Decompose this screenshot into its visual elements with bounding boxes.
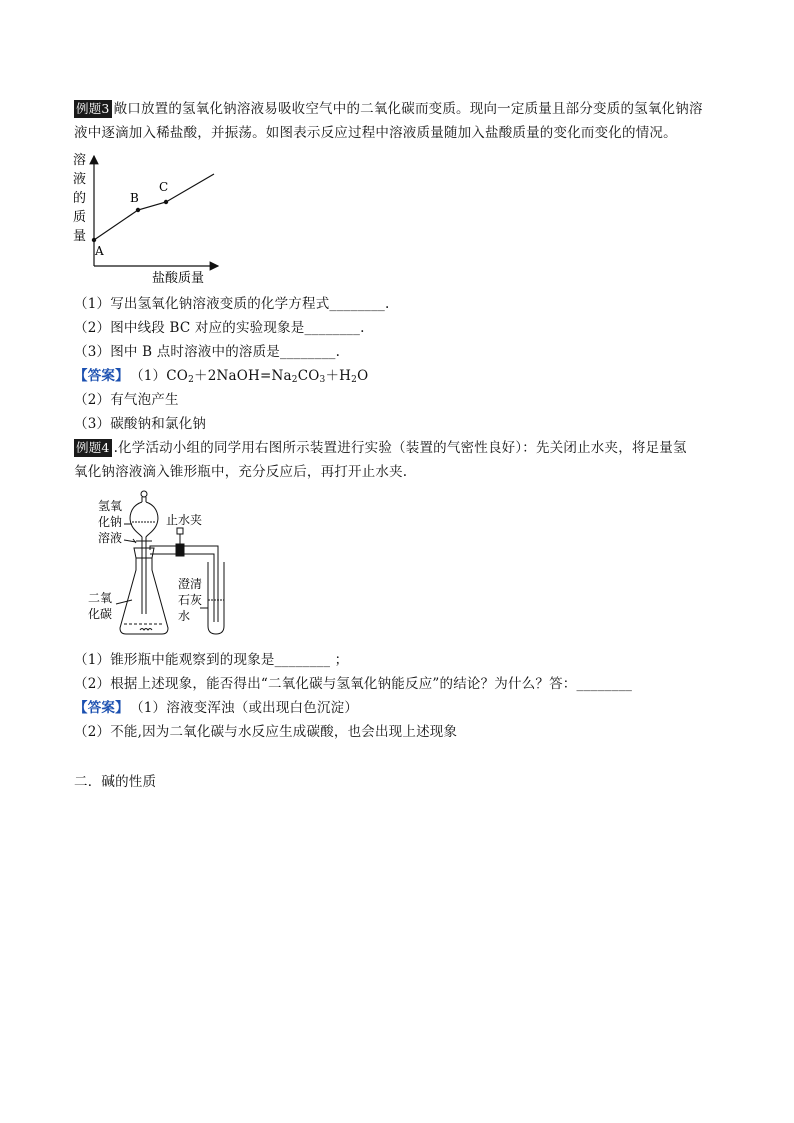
ex3-line1 bbox=[74, 99, 724, 119]
ex3-a3: （3）碳酸钠和氯化钠 bbox=[74, 416, 207, 432]
graph-label-b: B bbox=[130, 191, 139, 205]
limewater-label-2: 石灰 bbox=[178, 593, 203, 607]
water-clamp-icon bbox=[176, 544, 184, 556]
graph-point-c bbox=[164, 200, 168, 204]
ex3-answer-line1 bbox=[74, 366, 724, 386]
ex3-line2: 液中逐滴加入稀盐酸，并振荡。如图表示反应过程中溶液质量随加入盐酸质量的变化而变化的情况。 bbox=[74, 125, 677, 141]
graph-point-a bbox=[92, 238, 96, 242]
ex3-tag: 例题3 bbox=[76, 101, 110, 116]
ex3-a1-mid2: CO bbox=[297, 368, 320, 384]
limewater-label-1: 澄清 bbox=[178, 577, 203, 591]
naoh-label-3: 溶液 bbox=[98, 531, 123, 545]
ex4-apparatus bbox=[80, 484, 250, 644]
graph-ylabel-3: 的 bbox=[73, 191, 87, 206]
graph-ylabel-2: 液 bbox=[73, 172, 87, 187]
ex3-text1: 敞口放置的氢氧化钠溶液易吸收空气中的二氧化碳而变质。现向一定质量且部分变质的氢氧化钠溶 bbox=[113, 101, 703, 117]
ex3-a1-prefix: （1）CO bbox=[136, 368, 189, 384]
ex3-q2: （2）图中线段 BC 对应的实验现象是________. bbox=[74, 320, 365, 336]
graph-label-c: C bbox=[159, 180, 169, 194]
ex3-a1-mid3: ＋H bbox=[325, 368, 352, 384]
ex3-answer-tag: 【答案】 bbox=[74, 368, 129, 384]
ex3-a2: （2）有气泡产生 bbox=[74, 392, 179, 408]
sub-3: 3 bbox=[319, 375, 326, 385]
limewater-label-3: 水 bbox=[178, 609, 191, 623]
ex4-tag: 例题4 bbox=[76, 440, 110, 455]
ex4-q2: （2）根据上述现象，能否得出“二氧化碳与氢氧化钠能反应”的结论？为什么？答：________ bbox=[74, 676, 633, 692]
section-heading: 二．碱的性质 bbox=[74, 774, 157, 790]
ex3-graph bbox=[68, 148, 238, 288]
flask-stopper bbox=[134, 548, 154, 558]
clamp-label: 止水夹 bbox=[166, 513, 203, 527]
ex4-line1 bbox=[74, 438, 724, 458]
graph-ylabel-5: 量 bbox=[73, 229, 87, 244]
graph-curve bbox=[94, 174, 214, 240]
sub-2b: 2 bbox=[291, 375, 298, 385]
co2-label-2: 化碳 bbox=[88, 607, 113, 621]
ex3-a1-mid1: ＋2NaOH=Na bbox=[194, 368, 292, 384]
ex4-line2: 氧化钠溶液滴入锥形瓶中，充分反应后，再打开止水夹. bbox=[74, 464, 408, 480]
ex4-a2: （2）不能,因为二氧化碳与水反应生成碳酸，也会出现上述现象 bbox=[74, 724, 458, 740]
naoh-label-1: 氢氧 bbox=[98, 499, 123, 513]
ex3-a1-end: O bbox=[357, 368, 369, 384]
sub-2a: 2 bbox=[188, 375, 194, 385]
graph-ylabel-4: 质 bbox=[73, 210, 87, 225]
ex4-q1: （1）锥形瓶中能观察到的现象是________ ； bbox=[74, 652, 349, 668]
ex3-q1: （1）写出氢氧化钠溶液变质的化学方程式________. bbox=[74, 296, 390, 312]
graph-label-a: A bbox=[95, 244, 104, 258]
conical-flask bbox=[120, 558, 168, 634]
funnel-body bbox=[130, 502, 158, 544]
test-tube bbox=[208, 562, 224, 634]
ex3-q3: （3）图中 B 点时溶液中的溶质是________. bbox=[74, 344, 341, 360]
co2-label-1: 二氧 bbox=[88, 591, 113, 605]
sub-2c: 2 bbox=[351, 375, 358, 385]
funnel-stopper bbox=[141, 491, 147, 497]
ex4-answer-tag: 【答案】 bbox=[74, 700, 129, 716]
graph-point-b bbox=[136, 208, 140, 212]
naoh-label-2: 化钠 bbox=[98, 515, 123, 529]
graph-xlabel: 盐酸质量 bbox=[152, 271, 205, 286]
graph-ylabel-1: 溶 bbox=[73, 153, 87, 168]
ex4-text1: .化学活动小组的同学用右图所示装置进行实验（装置的气密性良好）：先关闭止水夹，将足量氢 bbox=[113, 440, 687, 456]
ex4-answer-line1 bbox=[74, 698, 724, 718]
ex4-a1: （1）溶液变浑浊（或出现白色沉淀） bbox=[136, 700, 359, 716]
